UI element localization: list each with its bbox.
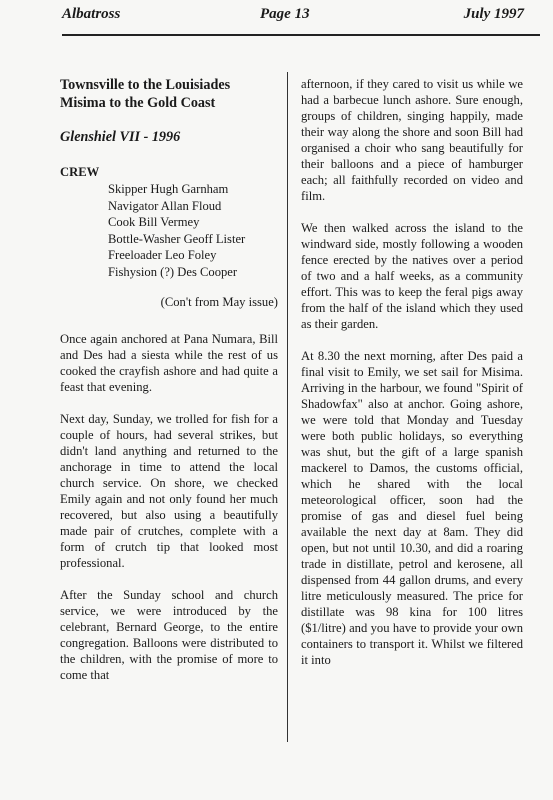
article-title: Townsville to the Louisiades Misima to the Gold Coast (60, 77, 231, 111)
right-column (301, 76, 523, 680)
crew-member: Fishysion (?) Des Cooper (108, 264, 238, 279)
left-column (60, 76, 278, 699)
column-divider (287, 72, 288, 742)
body-paragraph: We then walked across the island to the windward side, mostly following a wooden fence erected by the natives over a period of two and a half weeks, as a community effort. This was to keep the feral pigs away from the half of the island which they used as their garden. (301, 221, 523, 331)
crew-member: Cook Bill Vermey (108, 215, 200, 229)
crew-list (108, 181, 278, 280)
newsletter-name: Albatross (62, 6, 121, 22)
body-paragraph: Next day, Sunday, we trolled for fish for a couple of hours, had several strikes, but didn't land anything and returned to the anchorage in time to attend the local church service. On shore, we checked Emily again and not only found her much recovered, but also using a beautifully made pair of crutches, complete with a form of crutch tip that looked most professional. (60, 412, 278, 570)
body-paragraph: Once again anchored at Pana Numara, Bill and Des had a siesta while the rest of us cooked the crayfish ashore and had quite a feast that evening. (60, 332, 278, 394)
crew-member: Bottle-Washer Geoff Lister (108, 231, 246, 246)
page-number: Page 13 (260, 6, 310, 22)
page-header (62, 6, 524, 28)
crew-member: Freeloader Leo Foley (108, 248, 217, 262)
crew-heading: CREW (60, 165, 100, 179)
body-paragraph: At 8.30 the next morning, after Des paid a final visit to Emily, we set sail for Misima. Arriving in the harbour, we found "Spirit of Shadowfax" also at anchor. Going ashore, we were told that Monday and Tuesday were both public holidays, so everything was shut, but the gift of a large spanish mackerel to Damos, the customs official, which he shared with the local meteorological officer, soon had the promise of gas and diesel fuel being available the next day at 8am. They did open, but not until 10.30, and did a roaring trade in distillate, petrol and kerosene, all dispensed from 44 gallon drums, and every litre meticulously measured. The price for distillate was 98 kina for 100 litres ($1/litre) and you have to provide your own containers to transport it. Whilst we filtered it into (301, 349, 523, 667)
body-paragraph: afternoon, if they cared to visit us while we had a barbecue lunch ashore. Sure enough, groups of children, singing happily, made their way along the shore and soon Bill had organised a choir who sang beautifully for their balloons and a piece of hamburger each; all faithfully recorded on video and film. (301, 77, 523, 203)
body-paragraph: After the Sunday school and church service, we were introduced by the celebrant, Bernard George, to the entire congregation. Balloons were distributed to the children, with the promise of more to come that (60, 588, 278, 682)
article-subtitle: Glenshiel VII - 1996 (60, 129, 181, 145)
continued-note: (Con't from May issue) (160, 295, 278, 309)
crew-member: Navigator Allan Floud (108, 198, 222, 213)
crew-member: Skipper Hugh Garnham (108, 182, 229, 196)
issue-date: July 1997 (463, 6, 524, 22)
header-rule (62, 34, 540, 36)
